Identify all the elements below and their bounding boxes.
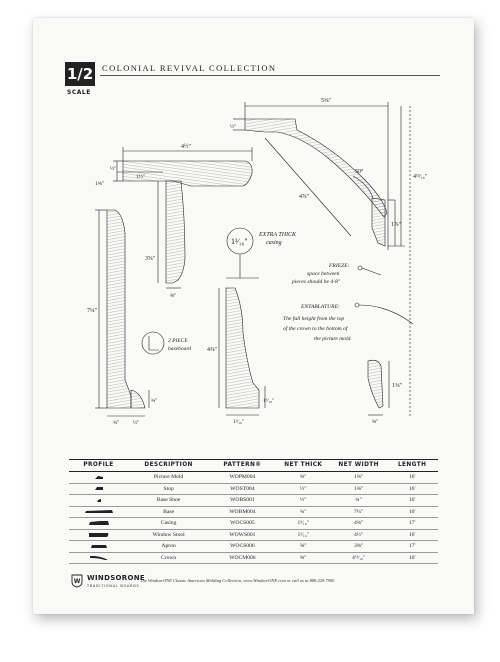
col-pattern: PATTERN® [209, 460, 275, 472]
row-width: 7¼" [331, 506, 386, 518]
profile-thumb-casing [69, 518, 128, 530]
table-row [69, 495, 438, 507]
casing-height-label: 4⅜" [207, 347, 217, 353]
casing-width-label: 1³⁄₁₆" [233, 419, 245, 425]
row-description: Window Stool [128, 529, 209, 541]
row-length: 16' [386, 472, 438, 484]
pm-height-label: 1⅜" [392, 383, 402, 389]
crown-profile [245, 119, 387, 217]
two-piece-callout [142, 332, 164, 354]
row-pattern: WOBS001 [209, 495, 275, 507]
scale-label: SCALE [67, 89, 91, 96]
row-pattern: WOWS001 [209, 529, 275, 541]
svg-text:W: W [73, 578, 81, 585]
row-width: ¾" [331, 495, 386, 507]
row-length: 16' [386, 506, 438, 518]
crown-diag-dim [265, 138, 351, 236]
table-row [69, 552, 438, 564]
row-description: Apron [128, 541, 209, 553]
shoe-thick-label: ½" [133, 420, 140, 426]
crown-side-piece [372, 198, 385, 246]
extra-thick-note-2: casing [266, 240, 282, 246]
base-height-label: 7¼" [87, 308, 97, 314]
row-thick: ½" [276, 483, 331, 495]
row-width: 4¹³⁄₁₆" [331, 552, 386, 564]
footer-contact-text: The WindsorONE Classic American Molding Collection, www.WindsorONE.com or call us at 888.229.7900 [140, 578, 335, 583]
two-piece-note-2: baseboard [168, 346, 192, 352]
table-header-row [69, 460, 438, 472]
table-row [69, 518, 438, 530]
row-description: Stop [128, 483, 209, 495]
row-description: Base Shoe [128, 495, 209, 507]
apron-thick-label: ⅜" [170, 293, 177, 299]
row-pattern: WOCS006 [209, 541, 275, 553]
spec-sheet [33, 18, 474, 614]
stool-inner-label: 1½" [136, 174, 146, 180]
row-thick: ½" [276, 495, 331, 507]
row-thick: 1³⁄₁₆" [276, 518, 331, 530]
row-pattern: WOBM004 [209, 506, 275, 518]
row-length: 16' [386, 552, 438, 564]
extra-thick-note-1: EXTRA THICK [259, 232, 297, 238]
row-pattern: WOST004 [209, 483, 275, 495]
row-thick: ⅝" [276, 552, 331, 564]
apron-profile [166, 181, 185, 283]
entablature-note-3: of the crown to the bottom of [283, 326, 348, 332]
row-description: Crown [128, 552, 209, 564]
stool-left1-label: ½" [110, 166, 117, 172]
entablature-note-1: ENTABLATURE: [301, 304, 340, 310]
crown-width-label: 5⅜" [321, 98, 331, 104]
profile-thumb-base-shoe [69, 495, 128, 507]
profile-thumb-apron [69, 541, 128, 553]
profile-thumb-base [69, 506, 128, 518]
row-width: 3⅝" [331, 541, 386, 553]
profile-thumb-window-stool [69, 529, 128, 541]
row-pattern: WOPM004 [209, 472, 275, 484]
col-net-thick: NET THICK [276, 460, 331, 472]
apron-height-label: 3⅝" [145, 256, 155, 262]
casing-callout-label: 1³⁄₁₆" [231, 237, 248, 246]
crown-angle-label: 50° [355, 169, 364, 175]
collection-title: COLONIAL REVIVAL COLLECTION [102, 63, 277, 73]
crown-side-label: 1⅞" [391, 222, 401, 228]
row-length: 16' [386, 529, 438, 541]
table-row [69, 506, 438, 518]
windsorone-shield-icon [71, 574, 83, 588]
row-description: Base [128, 506, 209, 518]
col-profile: PROFILE [69, 460, 128, 472]
row-length: 17' [386, 541, 438, 553]
entablature-note-2: The full height from the top [283, 316, 345, 322]
row-description: Picture Mold [128, 472, 209, 484]
row-thick: ¾" [276, 506, 331, 518]
frieze-note-3: pieces should be 4-8" [292, 279, 341, 285]
row-thick: ⅜" [276, 541, 331, 553]
table-row [69, 541, 438, 553]
stool-width-label: 4½" [181, 144, 191, 150]
col-net-width: NET WIDTH [331, 460, 386, 472]
crown-top-label: ½" [230, 124, 237, 130]
row-width: 4½" [331, 529, 386, 541]
entablature-note-4: the picture mold. [314, 336, 352, 342]
brand-tagline: TRADITIONAL BOARDS [87, 584, 140, 588]
row-length: 16' [386, 483, 438, 495]
row-width: 1⅜" [331, 483, 386, 495]
table-row [69, 483, 438, 495]
table-row [69, 472, 438, 484]
frieze-note-2: space between [307, 271, 340, 277]
row-pattern: WOCM006 [209, 552, 275, 564]
profile-thumb-stop [69, 483, 128, 495]
casing-profile [226, 288, 259, 408]
base-thick-label: ¾" [113, 420, 120, 426]
crown-height-label: 4¹³⁄₁₆" [413, 174, 428, 180]
crown-diag-label: 4⅞" [299, 194, 309, 200]
stool-left2-label: 1⅜" [95, 181, 105, 187]
picture-mold-profile [368, 360, 383, 408]
scale-badge: 1/2 [65, 62, 95, 86]
base-profile [107, 210, 131, 408]
row-width: 1⅜" [331, 472, 386, 484]
pm-thick-label: ⅜" [372, 419, 379, 425]
row-thick: ⅝" [276, 472, 331, 484]
base-shoe-profile [131, 390, 145, 408]
row-pattern: WOCS005 [209, 518, 275, 530]
col-description: DESCRIPTION [128, 460, 209, 472]
col-length: LENGTH [386, 460, 438, 472]
profile-thumb-crown [69, 552, 128, 564]
row-thick: 1³⁄₁₆" [276, 529, 331, 541]
molding-profiles-drawing [33, 18, 474, 448]
row-description: Casing [128, 518, 209, 530]
profile-thumb-picture-mold [69, 472, 128, 484]
row-width: 4⅜" [331, 518, 386, 530]
row-length: 16' [386, 495, 438, 507]
two-piece-note-1: 2 PIECE [168, 338, 188, 344]
casing-thick-label: 1³⁄₁₆" [263, 398, 275, 404]
row-length: 17' [386, 518, 438, 530]
table-row [69, 529, 438, 541]
molding-spec-table [69, 459, 438, 564]
base-bottom-label: ¾" [151, 398, 158, 404]
frieze-note-1: FRIEZE: [329, 263, 350, 269]
brand-name: WINDSORONE [87, 574, 145, 582]
